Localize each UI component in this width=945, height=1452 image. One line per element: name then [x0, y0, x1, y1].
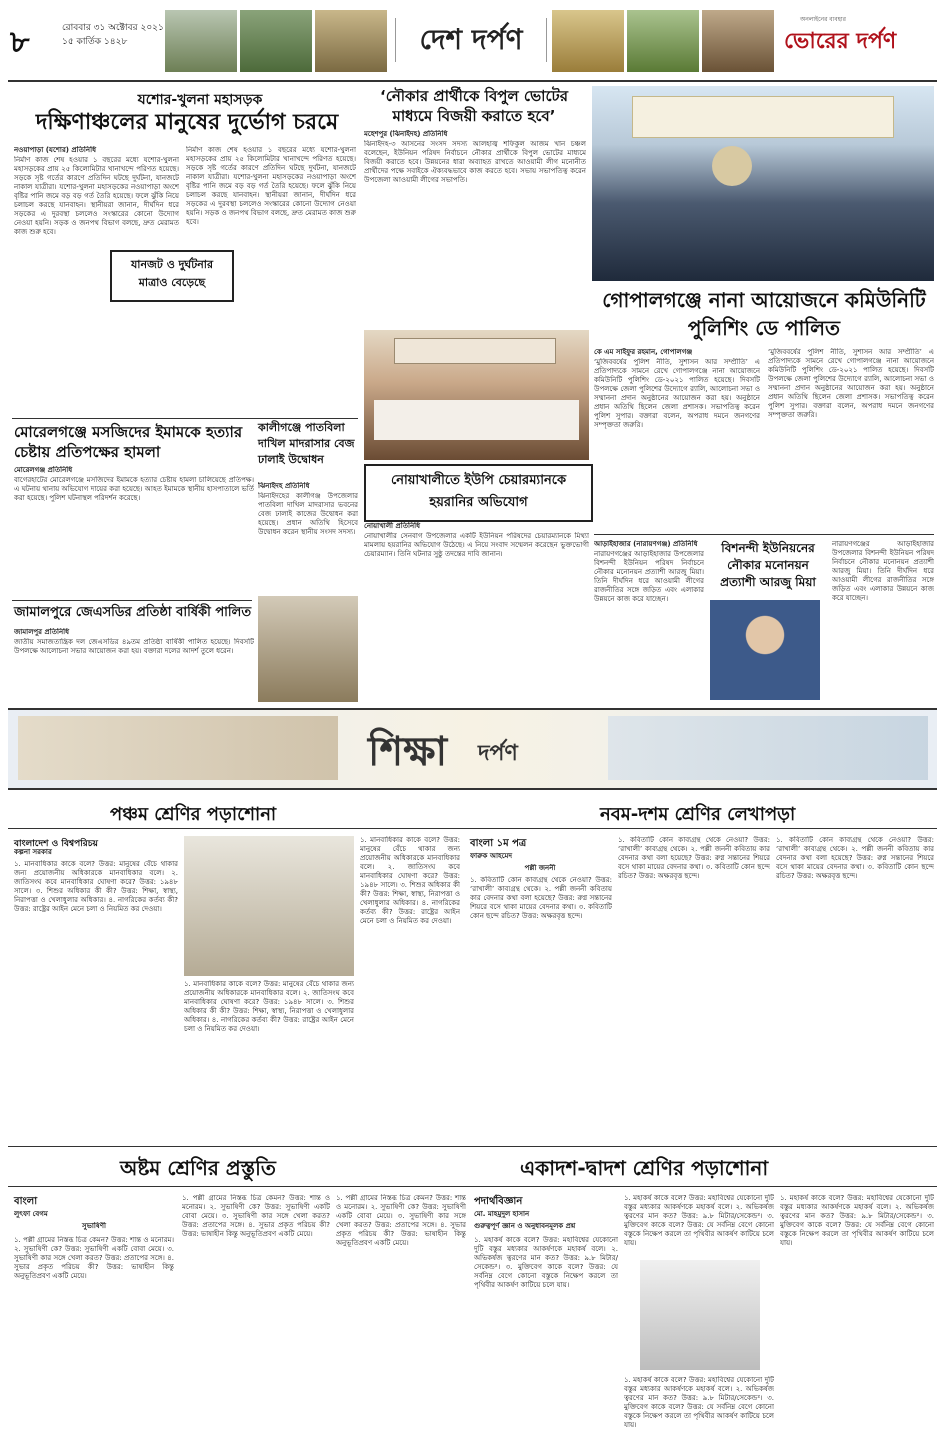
madrasa-dateline: ঝিনাইদহ প্রতিনিধি	[258, 482, 310, 490]
banner-photo-right	[608, 716, 928, 780]
press-conference-photo	[364, 330, 589, 460]
community-headline: গোপালগঞ্জে নানা আয়োজনে কমিউনিটি পুলিশিং ডে পালিত	[602, 288, 926, 340]
class11-author: মো. মাহমুদুল হাসান	[474, 1210, 530, 1218]
class11-photo	[640, 1260, 760, 1370]
class8-subject: বাংলা	[14, 1196, 38, 1207]
mosque-body: বাগেরহাটের মোরেলগঞ্জে মসজিদের ইমামকে হত্যার চেষ্টায় হামলা চালিয়েছে প্রতিপক্ষ। এ ঘটনায় থানায় অভিযোগ দায়ের করা হয়েছে। আহত ইমামকে স্থানীয় হাসপাতালে ভর্তি করা হয়েছে। পুলিশ ঘটনাস্থল পরিদর্শন করেছে।	[14, 476, 254, 502]
page-number: ৮	[10, 25, 30, 60]
date-line-1: রোববার ৩১ অক্টোবর ২০২১	[62, 23, 164, 33]
class9-body: ১. কবিতাটি কোন কাব্যগ্রন্থ থেকে নেওয়া? উত্তর: ‘রাখালী’ কাব্যগ্রন্থ থেকে। ২. পল্লী জননী কবিতায় কার বেদনার কথা বলা হয়েছে? উত্তর: রুগ্ন সন্তানের শিয়রে বসে থাকা মায়ের বেদনার কথা। ৩. কবিতাটি কোন ছন্দে রচিত? উত্তর: অক্ষরবৃত্ত ছন্দে।	[470, 876, 612, 920]
madrasa-headline: কালীগঞ্জে পাতবিলা দাখিল মাদরাসার বেজ ঢালাই উদ্বোধন	[258, 421, 355, 466]
mosque-headline: মোরেলগঞ্জে মসজিদের ইমামকে হত্যার চেষ্টায় প্রতিপক্ষের হামলা	[14, 423, 243, 461]
education-banner	[8, 708, 937, 790]
class5-body-col2: ১. মানবাধিকার কাকে বলে? উত্তর: মানুষের বেঁচে থাকার জন্য প্রয়োজনীয় অধিকারকে মানবাধিকার বলে। ২. জাতিসংঘ কবে মানবাধিকার ঘোষণা করে? উত্তর: ১৯৪৮ সালে। ৩. শিশুর অধিকার কী কী? উত্তর: শিক্ষা, স্বাস্থ্য, নিরাপত্তা ও খেলাধুলার অধিকার। ৪. নাগরিকের কর্তব্য কী? উত্তর: রাষ্ট্রের আইন মেনে চলা ও নিয়মিত কর দেওয়া।	[184, 980, 354, 1033]
banner-photo-left	[18, 716, 338, 780]
date-line-2: ১৫ কার্তিক ১৪২৮	[62, 37, 128, 47]
class5-author: কল্পনা সরকার	[14, 848, 52, 856]
class8-body-col3: ১. পল্লী গ্রামের নিস্তব্ধ চিত্র কেমন? উত্তর: শান্ত ও মনোরম। ২. সুভাষিণী কে? উত্তর: সুভাষিণী একটি বোবা মেয়ে। ৩. সুভাষিণী কার সঙ্গে খেলা করত? উত্তর: প্রতাপের সঙ্গে। ৪. সুভার প্রকৃত পরিচয় কী? উত্তর: ভাষাহীন কিন্তু অনুভূতিপ্রবণ একটি মেয়ে।	[336, 1194, 466, 1247]
masthead-photo-5	[627, 10, 699, 72]
class11-topic: গুরুত্বপূর্ণ জ্ঞান ও অনুধাবনমূলক প্রশ্ন	[474, 1222, 576, 1230]
mosque-dateline: মোরেলগঞ্জ প্রতিনিধি	[14, 466, 73, 474]
class5-photo	[184, 836, 354, 976]
community-dateline: কে এম সাইফুর রহমান, গোপালগঞ্জ	[594, 348, 693, 356]
community-body: ‘মুজিববর্ষের পুলিশ নীতি, সুশাসন আর সম্প্রীতি’ এ প্রতিপাদ্যকে সামনে রেখে গোপালগঞ্জে নানা আয়োজনে কমিউনিটি পুলিশিং ডে-২০২১ পালিত হয়েছে। দিবসটি উপলক্ষে জেলা পুলিশের উদ্যোগে র‍্যালি, আলোচনা সভা ও সম্মাননা প্রদান অনুষ্ঠানের আয়োজন করা হয়। অনুষ্ঠানে প্রধান অতিথি ছিলেন জেলা প্রশাসক। সভাপতিত্ব করেন পুলিশ সুপার। বক্তারা বলেন, অপরাধ দমনে জনগণের সম্পৃক্ততা জরুরি।	[594, 358, 760, 429]
class11-body-col2b: ১. মহাকর্ষ কাকে বলে? উত্তর: মহাবিশ্বের যেকোনো দুটি বস্তুর মধ্যকার আকর্ষণকে মহাকর্ষ বলে। ২. অভিকর্ষজ ত্বরণের মান কত? উত্তর: ৯.৮ মিটার/সেকেন্ড²। ৩. মুক্তিবেগ কাকে বলে? উত্তর: যে সর্বনিম্ন বেগে কোনো বস্তুকে নিক্ষেপ করলে তা পৃথিবীর আকর্ষণ কাটিয়ে চলে যায়।	[624, 1376, 774, 1429]
class5-body-col3: ১. মানবাধিকার কাকে বলে? উত্তর: মানুষের বেঁচে থাকার জন্য প্রয়োজনীয় অধিকারকে মানবাধিকার বলে। ২. জাতিসংঘ কবে মানবাধিকার ঘোষণা করে? উত্তর: ১৯৪৮ সালে। ৩. শিশুর অধিকার কী কী? উত্তর: শিক্ষা, স্বাস্থ্য, নিরাপত্তা ও খেলাধুলার অধিকার। ৪. নাগরিকের কর্তব্য কী? উত্তর: রাষ্ট্রের আইন মেনে চলা ও নিয়মিত কর দেওয়া।	[360, 836, 460, 925]
section-title: দেশ দর্পণ	[395, 18, 547, 62]
class8-author: লুৎফা বেগম	[14, 1210, 48, 1218]
highway-body-col2: নির্মাণ কাজ শেষ হওয়ার ১ বছরের মধ্যে যশোর-খুলনা মহাসড়কের প্রায় ২৫ কিলোমিটার খানাখন্দে পরিণত হয়েছে। সড়কে সৃষ্ট গর্তের কারণে প্রতিদিন ঘটছে দুর্ঘটনা, যানজটে নাকাল যাত্রীরা। যশোর-খুলনা মহাসড়কের নওয়াপাড়া অংশে বৃষ্টির পানি জমে বড় বড় গর্ত তৈরি হয়েছে। ফলে ঝুঁকি নিয়ে চলাচল করছে যানবাহন। স্থানীয়রা জানান, দীর্ঘদিন ধরে সড়কের এ দুরবস্থা চললেও সংস্কারের কোনো উদ্যোগ নেওয়া হয়নি। সড়ক ও জনপথ বিভাগ বলছে, দ্রুত মেরামত কাজ শুরু হবে।	[186, 146, 356, 226]
brand-logo: ভোরের দর্পণ	[784, 29, 897, 54]
noakhali-headline-box	[364, 464, 593, 522]
highway-callout-text: যানজট ও দুর্ঘটনার মাত্রাও বেড়েছে	[130, 258, 214, 289]
class11-heading: একাদশ-দ্বাদশ শ্রেণির পড়াশোনা	[520, 1156, 769, 1180]
masthead-photo-1	[165, 10, 237, 72]
school-dateline: জামালপুর প্রতিনিধি	[14, 628, 70, 636]
community-body-col2: ‘মুজিববর্ষের পুলিশ নীতি, সুশাসন আর সম্প্রীতি’ এ প্রতিপাদ্যকে সামনে রেখে গোপালগঞ্জে নানা আয়োজনে কমিউনিটি পুলিশিং ডে-২০২১ পালিত হয়েছে। দিবসটি উপলক্ষে জেলা পুলিশের উদ্যোগে র‍্যালি, আলোচনা সভা ও সম্মাননা প্রদান অনুষ্ঠানের আয়োজন করা হয়। অনুষ্ঠানে প্রধান অতিথি ছিলেন জেলা প্রশাসক। সভাপতিত্ব করেন পুলিশ সুপার। বক্তারা বলেন, অপরাধ দমনে জনগণের সম্পৃক্ততা জরুরি।	[768, 348, 934, 419]
voting-body: ঝিনাইদহ-৩ আসনের সংসদ সদস্য আলহাজ্ব শফিকুল আজম খান চঞ্চল বলেছেন, ইউনিয়ন পরিষদ নির্বাচনে নৌকার প্রার্থীকে বিপুল ভোটের মাধ্যমে বিজয়ী করাতে হবে। উন্নয়নের ধারা অব্যাহত রাখতে আওয়ামী লীগ মনোনীত প্রার্থীদের পক্ষে সবাইকে ঐক্যবদ্ধভাবে কাজ করতে হবে। সভায় সভাপতিত্ব করেন উপজেলা আওয়ামী লীগের সভাপতি।	[364, 140, 586, 184]
noakhali-body: নোয়াখালীর সেনবাগ উপজেলার একটি ইউনিয়ন পরিষদের চেয়ারম্যানকে মিথ্যা মামলায় হয়রানির অভিযোগ উঠেছে। এ নিয়ে সংবাদ সম্মেলন করেছেন ভুক্তভোগী চেয়ারম্যান। তিনি ঘটনার সুষ্ঠু তদন্তের দাবি জানান।	[364, 532, 589, 558]
masthead-photo-4	[552, 10, 624, 72]
brand-prefix: অনলাইনের ব্যবহার	[800, 16, 846, 23]
class8-heading: অষ্টম শ্রেণির প্রস্তুতি	[120, 1156, 276, 1180]
masthead	[0, 0, 945, 82]
class11-body: ১. মহাকর্ষ কাকে বলে? উত্তর: মহাবিশ্বের যেকোনো দুটি বস্তুর মধ্যকার আকর্ষণকে মহাকর্ষ বলে। ২. অভিকর্ষজ ত্বরণের মান কত? উত্তর: ৯.৮ মিটার/সেকেন্ড²। ৩. মুক্তিবেগ কাকে বলে? উত্তর: যে সর্বনিম্ন বেগে কোনো বস্তুকে নিক্ষেপ করলে তা পৃথিবীর আকর্ষণ কাটিয়ে চলে যায়।	[474, 1236, 618, 1289]
madrasa-body: ঝিনাইদহের কালীগঞ্জ উপজেলার পাতবিলা দাখিল মাদরাসার ভবনের বেজ ঢালাই কাজের উদ্বোধন করা হয়েছে। প্রধান অতিথি হিসেবে উদ্বোধন করেন স্থানীয় সংসদ সদস্য।	[258, 492, 358, 536]
noakhali-headline: নোয়াখালীতে ইউপি চেয়ারম্যানকে হয়রানির অভিযোগ	[390, 473, 567, 510]
community-police-photo	[592, 86, 934, 281]
candidate-photo	[710, 600, 820, 700]
masthead-photo-6	[702, 10, 774, 72]
noakhali-dateline: নোয়াখালী প্রতিনিধি	[364, 522, 421, 530]
highway-kicker: যশোর-খুলনা মহাসড়ক	[137, 92, 263, 108]
masthead-photo-2	[240, 10, 312, 72]
banner-title-main: শিক্ষা	[368, 729, 448, 775]
candidate-dateline: আড়াইহাজার (নারায়ণগঞ্জ) প্রতিনিধি	[594, 540, 698, 548]
class9-body-col2: ১. কবিতাটি কোন কাব্যগ্রন্থ থেকে নেওয়া? উত্তর: ‘রাখালী’ কাব্যগ্রন্থ থেকে। ২. পল্লী জননী কবিতায় কার বেদনার কথা বলা হয়েছে? উত্তর: রুগ্ন সন্তানের শিয়রে বসে থাকা মায়ের বেদনার কথা। ৩. কবিতাটি কোন ছন্দে রচিত? উত্তর: অক্ষরবৃত্ত ছন্দে।	[618, 836, 770, 880]
class11-body-col3: ১. মহাকর্ষ কাকে বলে? উত্তর: মহাবিশ্বের যেকোনো দুটি বস্তুর মধ্যকার আকর্ষণকে মহাকর্ষ বলে। ২. অভিকর্ষজ ত্বরণের মান কত? উত্তর: ৯.৮ মিটার/সেকেন্ড²। ৩. মুক্তিবেগ কাকে বলে? উত্তর: যে সর্বনিম্ন বেগে কোনো বস্তুকে নিক্ষেপ করলে তা পৃথিবীর আকর্ষণ কাটিয়ে চলে যায়।	[780, 1194, 934, 1247]
banner-title-sub: দর্পণ	[478, 741, 518, 766]
class9-poem: পল্লী জননী	[524, 864, 556, 872]
class8-body: ১. পল্লী গ্রামের নিস্তব্ধ চিত্র কেমন? উত্তর: শান্ত ও মনোরম। ২. সুভাষিণী কে? উত্তর: সুভাষিণী একটি বোবা মেয়ে। ৩. সুভাষিণী কার সঙ্গে খেলা করত? উত্তর: প্রতাপের সঙ্গে। ৪. সুভার প্রকৃত পরিচয় কী? উত্তর: ভাষাহীন কিন্তু অনুভূতিপ্রবণ একটি মেয়ে।	[14, 1236, 174, 1280]
class9-author: ফারুক আহমেদ	[470, 852, 513, 860]
madrasa-photo	[258, 596, 358, 702]
voting-headline: ‘নৌকার প্রার্থীকে বিপুল ভোটের মাধ্যমে বিজয়ী করাতে হবে’	[380, 87, 568, 125]
highway-dateline: নওয়াপাড়া (যশোর) প্রতিনিধি	[14, 146, 97, 154]
voting-dateline: মহেশপুর (ঝিনাইদহ) প্রতিনিধি	[364, 130, 448, 138]
class11-body-col2: ১. মহাকর্ষ কাকে বলে? উত্তর: মহাবিশ্বের যেকোনো দুটি বস্তুর মধ্যকার আকর্ষণকে মহাকর্ষ বলে। ২. অভিকর্ষজ ত্বরণের মান কত? উত্তর: ৯.৮ মিটার/সেকেন্ড²। ৩. মুক্তিবেগ কাকে বলে? উত্তর: যে সর্বনিম্ন বেগে কোনো বস্তুকে নিক্ষেপ করলে তা পৃথিবীর আকর্ষণ কাটিয়ে চলে যায়।	[624, 1194, 774, 1247]
candidate-body: নারায়ণগঞ্জের আড়াইহাজার উপজেলার বিশনন্দী ইউনিয়ন পরিষদ নির্বাচনে নৌকার মনোনয়ন প্রত্যাশী আরজু মিয়া। তিনি দীর্ঘদিন ধরে আওয়ামী লীগের রাজনীতির সঙ্গে জড়িত এবং এলাকার উন্নয়নে কাজ করে যাচ্ছেন।	[594, 550, 704, 603]
candidate-headline: বিশনন্দী ইউনিয়নের নৌকার মনোনয়ন প্রত্যাশী আরজু মিয়া	[720, 541, 816, 589]
school-body: জাতীয় সমাজতান্ত্রিক দল জেএসডির ৪৯তম প্রতিষ্ঠা বার্ষিকী পালিত হয়েছে। দিবসটি উপলক্ষে আলোচনা সভার আয়োজন করা হয়। বক্তারা দলের আদর্শ তুলে ধরেন।	[14, 638, 254, 655]
class5-body: ১. মানবাধিকার কাকে বলে? উত্তর: মানুষের বেঁচে থাকার জন্য প্রয়োজনীয় অধিকারকে মানবাধিকার বলে। ২. জাতিসংঘ কবে মানবাধিকার ঘোষণা করে? উত্তর: ১৯৪৮ সালে। ৩. শিশুর অধিকার কী কী? উত্তর: শিক্ষা, স্বাস্থ্য, নিরাপত্তা ও খেলাধুলার অধিকার। ৪. নাগরিকের কর্তব্য কী? উত্তর: রাষ্ট্রের আইন মেনে চলা ও নিয়মিত কর দেওয়া।	[14, 860, 178, 913]
highway-callout	[110, 250, 234, 302]
class8-lesson: সুভাষিণী	[82, 1222, 106, 1230]
class9-subject: বাংলা ১ম পত্র	[470, 838, 527, 849]
school-headline: জামালপুরে জেএসডির প্রতিষ্ঠা বার্ষিকী পালিত	[14, 605, 252, 620]
candidate-body-col2: নারায়ণগঞ্জের আড়াইহাজার উপজেলার বিশনন্দী ইউনিয়ন পরিষদ নির্বাচনে নৌকার মনোনয়ন প্রত্যাশী আরজু মিয়া। তিনি দীর্ঘদিন ধরে আওয়ামী লীগের রাজনীতির সঙ্গে জড়িত এবং এলাকার উন্নয়নে কাজ করে যাচ্ছেন।	[832, 540, 934, 602]
class11-subject: পদার্থবিজ্ঞান	[474, 1196, 523, 1207]
class9-heading: নবম-দশম শ্রেণির লেখাপড়া	[600, 804, 796, 825]
masthead-photo-3	[315, 10, 387, 72]
highway-body: নির্মাণ কাজ শেষ হওয়ার ১ বছরের মধ্যে যশোর-খুলনা মহাসড়কের প্রায় ২৫ কিলোমিটার খানাখন্দে পরিণত হয়েছে। সড়কে সৃষ্ট গর্তের কারণে প্রতিদিন ঘটছে দুর্ঘটনা, যানজটে নাকাল যাত্রীরা। যশোর-খুলনা মহাসড়কের নওয়াপাড়া অংশে বৃষ্টির পানি জমে বড় বড় গর্ত তৈরি হয়েছে। ফলে ঝুঁকি নিয়ে চলাচল করছে যানবাহন। স্থানীয়রা জানান, দীর্ঘদিন ধরে সড়কের এ দুরবস্থা চললেও সংস্কারের কোনো উদ্যোগ নেওয়া হয়নি। সড়ক ও জনপথ বিভাগ বলছে, দ্রুত মেরামত কাজ শুরু হবে।	[14, 156, 179, 236]
highway-headline: দক্ষিণাঞ্চলের মানুষের দুর্ভোগ চরমে	[35, 110, 339, 135]
class9-body-col3: ১. কবিতাটি কোন কাব্যগ্রন্থ থেকে নেওয়া? উত্তর: ‘রাখালী’ কাব্যগ্রন্থ থেকে। ২. পল্লী জননী কবিতায় কার বেদনার কথা বলা হয়েছে? উত্তর: রুগ্ন সন্তানের শিয়রে বসে থাকা মায়ের বেদনার কথা। ৩. কবিতাটি কোন ছন্দে রচিত? উত্তর: অক্ষরবৃত্ত ছন্দে।	[776, 836, 934, 880]
class8-body-col2: ১. পল্লী গ্রামের নিস্তব্ধ চিত্র কেমন? উত্তর: শান্ত ও মনোরম। ২. সুভাষিণী কে? উত্তর: সুভাষিণী একটি বোবা মেয়ে। ৩. সুভাষিণী কার সঙ্গে খেলা করত? উত্তর: প্রতাপের সঙ্গে। ৪. সুভার প্রকৃত পরিচয় কী? উত্তর: ভাষাহীন কিন্তু অনুভূতিপ্রবণ একটি মেয়ে।	[182, 1194, 330, 1238]
class5-heading: পঞ্চম শ্রেণির পড়াশোনা	[110, 804, 277, 825]
class5-subject: বাংলাদেশ ও বিশ্বপরিচয়	[14, 839, 98, 849]
